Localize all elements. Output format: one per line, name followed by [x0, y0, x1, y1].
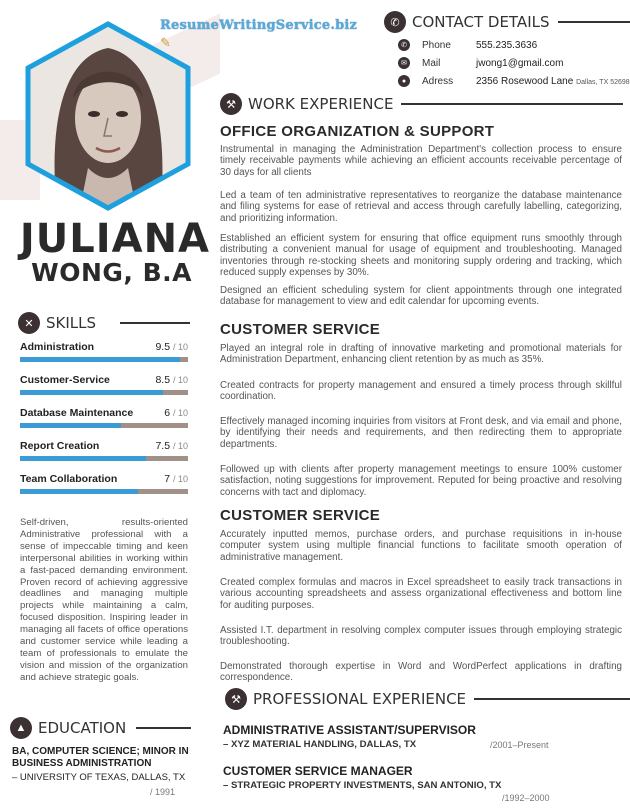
education-title: EDUCATION — [38, 719, 127, 737]
graduation-cap-icon: ▲ — [10, 717, 32, 739]
job-paragraph: Created complex formulas and macros in Excel spreadsheet to easily track transactions in various accounting spreadsheets and assess organizational effectiveness and bottom line for auditing purposes. — [220, 577, 622, 611]
mail-value[interactable]: jwong1@gmail.com — [476, 57, 564, 69]
logo-text: ResumeWritingService.biz — [160, 18, 358, 33]
phone-icon: ✆ — [398, 39, 410, 51]
phone-label: Phone — [422, 39, 451, 51]
logo — [160, 16, 360, 50]
job-paragraph: Designed an efficient scheduling system for client appointments through one integrated database for management to view and edit calendar for upcoming events. — [220, 285, 622, 308]
position-dates: /2001–Present — [490, 740, 549, 750]
skill-bar-fill — [20, 357, 180, 362]
contact-title: CONTACT DETAILS — [412, 13, 550, 31]
skill-bar-fill — [20, 456, 146, 461]
skill-label: Customer-Service — [20, 374, 110, 386]
skill-score: 7.5 / 10 — [155, 440, 188, 452]
address-value: 2356 Rosewood Lane Dallas, TX 52698 — [476, 75, 630, 87]
skill-item — [20, 440, 188, 473]
phone-icon: ✆ — [384, 11, 406, 33]
skill-label: Report Creation — [20, 440, 100, 452]
education-heading — [10, 717, 191, 739]
job-paragraph: Established an efficient system for ensuring that office equipment runs smoothly through distributing a convenient manual for usage of equipment and troubleshooting. Managed inventories through re-stocking sheets and monitoring supply ordering and tracking, which reduced supply expenses by 30%. — [220, 233, 622, 279]
contact-address — [398, 74, 630, 88]
position-company: – XYZ MATERIAL HANDLING, DALLAS, TX — [223, 739, 417, 750]
profile-photo — [18, 18, 198, 218]
phone-value: 555.235.3636 — [476, 39, 538, 51]
skill-item — [20, 407, 188, 440]
skill-label: Administration — [20, 341, 95, 353]
mail-label: Mail — [422, 57, 441, 69]
skill-bar-fill — [20, 423, 121, 428]
divider — [401, 103, 623, 105]
skill-score: 7 / 10 — [164, 473, 188, 485]
tools-icon: ✕ — [18, 312, 40, 334]
skill-bar — [20, 489, 188, 494]
location-pin-icon: ● — [398, 75, 410, 87]
skill-score: 9.5 / 10 — [155, 341, 188, 353]
skill-bar — [20, 423, 188, 428]
job-paragraph: Effectively managed incoming inquiries from visitors at Front desk, and via email and phone, by identifying their needs and requirements, and then redirecting them to appropriate departments. — [220, 416, 622, 450]
gavel-icon: ⚒ — [220, 93, 242, 115]
mail-icon: ✉ — [398, 57, 410, 69]
divider — [474, 698, 630, 700]
job-paragraph: Instrumental in managing the Administration Department's collection process to ensure timely receivable payments while achieving an efficient accounts receivable percentage of 30 days for all clients — [220, 144, 622, 178]
job-title: OFFICE ORGANIZATION & SUPPORT — [220, 123, 495, 140]
job-title: CUSTOMER SERVICE — [220, 321, 381, 338]
work-title: WORK EXPERIENCE — [248, 95, 394, 113]
education-degree: BA, COMPUTER SCIENCE; MINOR IN BUSINESS ADMINISTRATION — [12, 746, 189, 769]
skill-bar — [20, 357, 188, 362]
education-year: / 1991 — [150, 787, 176, 797]
address-label: Adress — [422, 75, 454, 87]
first-name: JULIANA — [19, 216, 210, 262]
job-paragraph: Played an integral role in drafting of innovative marketing and promotional materials for Administration Department, enhancing client retention by as much as 35%. — [220, 343, 622, 366]
job-paragraph: Led a team of ten administrative representatives to reorganize the database maintenance and filing systems for ease of retrieval and access through carefully labelling, categorizing, and prioritizing information. — [220, 190, 622, 224]
skill-score: 8.5 / 10 — [155, 374, 188, 386]
divider — [120, 322, 190, 324]
job-paragraph: Created contracts for property management and ensured a timely process through skillful coordination. — [220, 380, 622, 403]
skill-item — [20, 341, 188, 374]
education-school: – UNIVERSITY OF TEXAS, DALLAS, TX — [12, 772, 186, 783]
skill-bar-fill — [20, 489, 138, 494]
job-paragraph: Demonstrated thorough expertise in Word and WordPerfect applications in drafting correspondence. — [220, 661, 622, 684]
skill-item — [20, 473, 188, 506]
job-paragraph: Assisted I.T. department in resolving complex computer issues through employing strategic troubleshooting. — [220, 625, 622, 648]
job-paragraph: Accurately inputted memos, purchase orders, and purchase requisitions in in-house computer system using multiple financial functions to facilitate smooth operation of administrative management. — [220, 529, 622, 563]
gavel-icon: ⚒ — [225, 688, 247, 710]
skill-bar — [20, 456, 188, 461]
divider — [558, 21, 630, 23]
skill-bar-fill — [20, 390, 163, 395]
pen-icon: ✎ — [160, 35, 171, 50]
job-paragraph: Followed up with clients after property management meetings to ensure 100% customer satisfaction, noting suggestions for improvement. Reputed for being proactive and resolving concerns with tact and diplomacy. — [220, 464, 622, 498]
skill-label: Team Collaboration — [20, 473, 118, 485]
position-title: ADMINISTRATIVE ASSISTANT/SUPERVISOR — [223, 723, 476, 737]
professional-heading — [225, 688, 630, 710]
skill-bar — [20, 390, 188, 395]
last-name: WONG, B.A — [31, 258, 192, 287]
skill-score: 6 / 10 — [164, 407, 188, 419]
divider — [136, 727, 191, 729]
skills-heading — [18, 312, 190, 334]
work-heading — [220, 93, 623, 115]
skills-title: SKILLS — [46, 314, 97, 332]
skill-item — [20, 374, 188, 407]
skill-label: Database Maintenance — [20, 407, 134, 419]
position-company: – STRATEGIC PROPERTY INVESTMENTS, SAN ANTONIO, TX — [223, 780, 502, 791]
contact-phone — [398, 38, 538, 52]
contact-mail — [398, 56, 564, 70]
position-title: CUSTOMER SERVICE MANAGER — [223, 764, 413, 778]
job-title: CUSTOMER SERVICE — [220, 507, 381, 524]
profile-summary: Self-driven, results-oriented Administrative professional with a sense of impeccable timing and keen interpersonal abilities in working within a fast-paced demanding environment. Proven record of achieving aggressive deadlines and managing multiple projects while maintaining a calm, focused disposition. Inspiring leader in managing all facets of office operations and customer service while leading a team of professionals to emulate the vision and mission of the organization and achieve strategic goals. — [20, 517, 188, 683]
position-dates: /1992–2000 — [502, 793, 550, 803]
skills-list — [20, 341, 188, 506]
contact-heading — [384, 11, 630, 33]
professional-title: PROFESSIONAL EXPERIENCE — [253, 690, 467, 708]
